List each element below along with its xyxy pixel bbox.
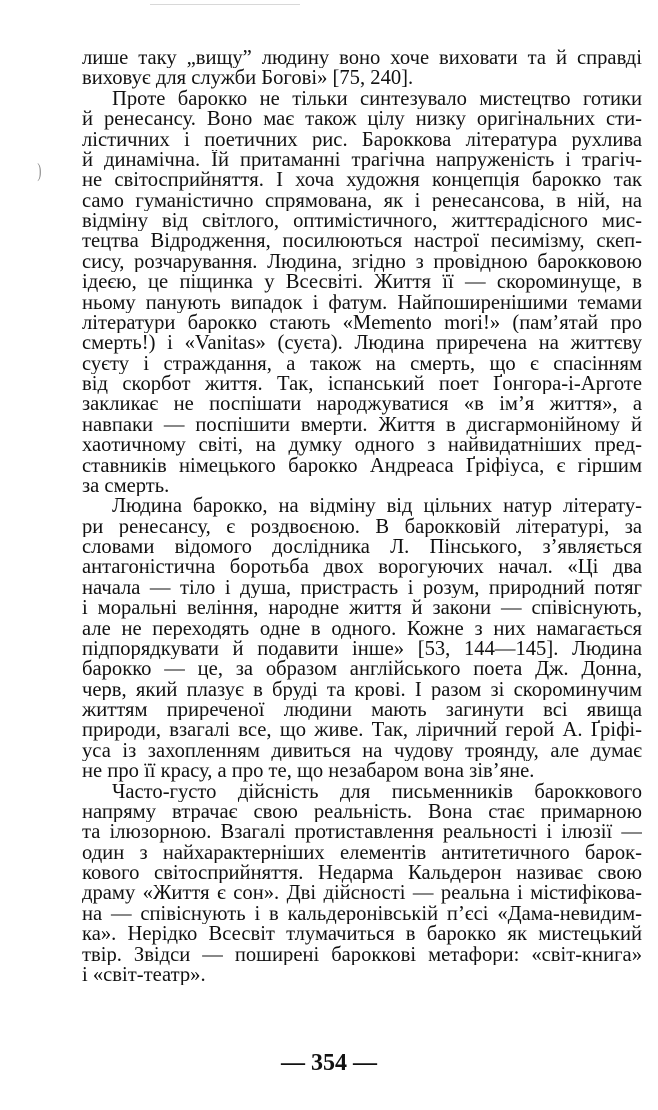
text-line: Проте барокко не тільки синтезувало мистецтво готики (112, 88, 642, 110)
text-line: виховує для служби Богові» [75, 240]. (82, 68, 414, 89)
text-line: й динамічна. Їй притаманні трагічна напруженість і трагіч- (82, 149, 642, 171)
text-line: підпорядкувати й подавити інше» [53, 144—145]. Людина (82, 638, 642, 660)
text-line: напряму втрачає свою реальність. Вона стає примарною (82, 801, 642, 823)
text-line: тецтва Відродження, посилюються настрої песимізму, скеп- (82, 231, 642, 252)
text-line: життям приреченої людини мають загинути всі явища (82, 700, 642, 721)
text-line: навпаки — поспішити вмерти. Життя в дисгармонійному й (82, 414, 642, 436)
text-line: твір. Звідси — поширені бароккові метафори: «світ-книга» (82, 944, 642, 965)
body-text (82, 48, 642, 985)
page-number: — 354 — (281, 1050, 377, 1076)
text-line: Часто-густо дійсність для письменників бароккового (112, 781, 642, 802)
text-line: хаотичному світі, на думку одного з найвидатніших пред- (82, 435, 642, 456)
text-line: літератури барокко стають «Memento mori!» (пам’ятай про (82, 312, 642, 334)
text-line: і моральні веління, народне життя й закони — співіснують, (82, 598, 642, 619)
text-line: словами відомого дослідника Л. Пінського, з’являється (82, 537, 642, 558)
text-line: ка». Нерідко Всесвіт тлумачиться в барокко як мистецький (82, 924, 642, 945)
text-line: і «світ-театр». (82, 964, 206, 986)
text-line: один з найхарактерніших елементів антитетичного барок- (82, 842, 642, 863)
text-line: та ілюзорною. Взагалі протиставлення реальності і ілюзії — (82, 822, 642, 843)
text-line: ідеєю, це піщинка у Всесвіті. Життя її — скороминуще, в (82, 272, 642, 293)
top-scan-rule (150, 4, 300, 5)
text-line: барокко — це, за образом англійського поета Дж. Донна, (82, 659, 642, 680)
text-line: лише таку „вищу” людину воно хоче виховати та й справді (82, 48, 642, 69)
text-line: ставників німецького барокко Андреаса Ґріфіуса, є гіршим (82, 455, 642, 476)
text-line: на — співіснують і в кальдеронівській п’єсі «Дама-невидим- (82, 903, 642, 925)
margin-pencil-mark: ) (37, 160, 42, 182)
text-line: але не переходять одне в одного. Кожне з них намагається (82, 618, 642, 639)
text-line: не світосприйняття. І хоча художня концепція барокко так (82, 170, 642, 191)
text-line: за смерть. (82, 475, 170, 497)
text-line: антагоністична боротьба двох ворогуючих начал. «Ці два (82, 557, 642, 578)
text-line: лістичних і поетичних рис. Бароккова література рухлива (82, 129, 642, 150)
text-line: від скорбот життя. Так, іспанський поет Ґонгора-і-Арготе (82, 374, 642, 395)
text-line: начала — тіло і душа, пристрасть і розум, природний потяг (82, 577, 642, 599)
text-line: черв, який плазує в бруді та крові. І разом зі скороминучим (82, 679, 642, 700)
text-line: смерть!) і «Vanitas» (суєта). Людина приречена на життєву (82, 333, 642, 354)
text-line: кового світосприйняття. Недарма Кальдерон називає свою (82, 863, 642, 884)
text-line: сису, розчарування. Людина, згідно з провідною барокковою (82, 251, 642, 273)
text-line: драму «Життя є сон». Дві дійсності — реальна і містифікова- (82, 883, 642, 904)
text-line: не про її красу, а про те, що незабаром вона зів’яне. (82, 761, 535, 782)
text-line: уса із захопленням дивиться на чудову троянду, але думає (82, 740, 642, 762)
text-line: само гуманістично спрямована, як і ренесансова, в ній, на (82, 190, 642, 211)
text-line: природи, взагалі все, що живе. Так, ліричний герой А. Ґріфі- (82, 720, 642, 741)
text-line: й ренесансу. Воно має також цілу низку оригінальних сти- (82, 109, 642, 130)
text-line: ри ренесансу, є роздвоєною. В барокковій літературі, за (82, 516, 642, 537)
text-line: відміну від світлого, оптимістичного, життєрадісного мис- (82, 211, 642, 232)
text-line: ньому панують випадок і фатум. Найпоширенішими темами (82, 292, 642, 313)
text-line: Людина барокко, на відміну від цільних натур літерату- (112, 496, 642, 517)
text-line: суєту і страждання, а також на смерть, що є спасінням (82, 353, 642, 374)
text-line: закликає не поспішати народжуватися «в ім’я життя», а (82, 394, 642, 415)
